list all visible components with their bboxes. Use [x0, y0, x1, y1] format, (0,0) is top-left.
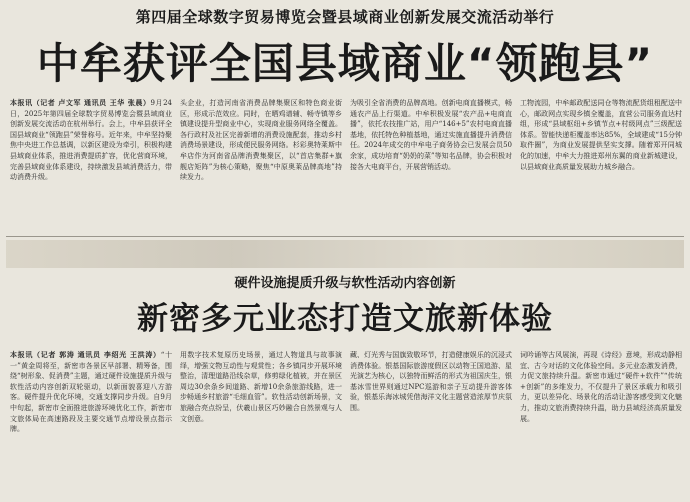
article1-column-text: 为吸引全省消费的品牌高地。创新电商直播模式，畅通农产品上行渠道。中牟积极发展“农产品+电商直播”，依托农技推广站，用户“146+5”农村电商直播基地，依托特色种植基地，通过实施直播提升消费信任。2024年成交的中牟电子商务协会已发展会员50余家，成功培育“奶奶的菜”等知名品牌，协会积极对接各大电商平台，开展营销活动。 — [350, 99, 512, 171]
article1-title: 中牟获评全国县域商业“领跑县” — [36, 39, 654, 88]
article1-byline: 本报讯（记者 卢文军 通讯员 王华 张晨） — [10, 99, 151, 107]
decorative-band — [6, 240, 684, 268]
article2-column — [180, 350, 342, 498]
article1-column — [350, 98, 512, 232]
article1-column-text: 工物流园，中牟邮政配送同仓等物流配货组租配送中心，邮政网点实现乡镇全覆盖，直营公司服务直达村组，形成“县域枢纽+乡镇节点+村级网点”三级配送体系。智能快递柜覆盖率达85%，全域建成“15分钟取件圈”，为商业发展提供坚实支撑。随着郑开同城化的加速，中牟大力推进郑州东翼的商业新城建设，以县域商业高质量发展助力城乡融合。 — [520, 99, 682, 171]
article1-column — [10, 98, 172, 232]
article2-column-text: 藏、灯光秀与国旗致敬环节，打造健康娱乐的沉浸式消费体验。银基国际旅游度假区以动物王国追游、星光演艺为核心，以独特而鲜活的形式为祖国庆生，银基冰雪世界则通过NPC巡游和亲子互动提升游客体验，银基乐海冰城凭借海洋文化主题营造浓厚节庆氛围。 — [350, 351, 512, 412]
article1-column — [520, 98, 682, 232]
article2-column-text: 词吟诵等古风展演，再现《诗经》意境，形成动静相宜、古今对话的文化体验空间。多元业态激发消费，力促文旅持续升温。新密市通过“硬件+软件”“传统+创新”的多维发力，不仅提升了景区承载力和吸引力，更以差异化、场景化的活动让游客感受到文化魅力，推动文旅消费持续升温，助力县域经济高质量发展。 — [520, 351, 682, 423]
article2-column-text: “十一”黄金周将至，新密市各景区早部署、精筹备，围绕“树形象、促消费”主题，通过硬件设施提质升级与软性活动内容创新双轮驱动，以新面貌喜迎八方游客。硬件提升优化环境，交通支撑同步升级。自9月中旬起，新密市全面推进旅游环境优化工作，新密市文旅体局在高速路段及主要交通节点增设景点指示牌。 — [10, 351, 172, 434]
article2-column — [520, 350, 682, 498]
article2-column — [10, 350, 172, 498]
section-divider — [6, 236, 684, 237]
article1-kicker: 第四届全球数字贸易博览会暨县域商业创新发展交流活动举行 — [135, 8, 555, 26]
article2-byline: 本报讯（记者 郭涛 通讯员 李绍光 王洪涛） — [10, 351, 161, 359]
article1-column-text: 头企业，打造河南省消费品牌集聚区和特色商业街区，形成示范效应。同时，在晒鸡谱辅、畅寺镇等乡镇建设提升型商业中心，实现商业服务网络全覆盖。各行政村及社区完善新增的消费设施配套，推动乡村消费场景建设，形成便民服务网络。杉彩奥特莱斯中牟店作为河南省品牌消费集聚区，以“首店集群+旗舰店矩阵”为核心策略，聚焦“中原奥莱品牌高地”持续发力。 — [180, 99, 342, 182]
article2-kicker: 硬件设施提质升级与软性活动内容创新 — [234, 276, 456, 291]
article1-column — [180, 98, 342, 232]
article2-title: 新密多元业态打造文旅新体验 — [137, 301, 553, 337]
article2-column-text: 用数字技术复原历史场景，通过人物道具与故事演绎，增强文物互动性与观赏性；各乡镇同步开展环境整治，清理道路沿线杂草，修剪绿化植被，并在景区周边30余条乡间道路、新增10余条旅游线路，进一步畅通乡村旅游“毛细血管”。软性活动创新场景，文旅融合亮点纷呈，伏羲山景区巧妙融合自然景观与人文创意。 — [180, 351, 342, 423]
article1-column-text: 9月24日，2025年第四届全球数字贸易博览会暨县域商业创新发展交流活动在杭州举行。会上，中牟县获评全国县域商业“领跑县”荣誉称号。近年来，中牟坚持聚焦中央进工作总基调，以新区建设为牵引，积极构建县域商业体系，推进消费提质扩容，优化营商环境，完善县域商业体系建设，持续激发县域消费活力，带动消费升级。 — [10, 99, 172, 182]
article2-body — [10, 350, 682, 498]
article1-body — [10, 98, 682, 232]
article2-column — [350, 350, 512, 498]
